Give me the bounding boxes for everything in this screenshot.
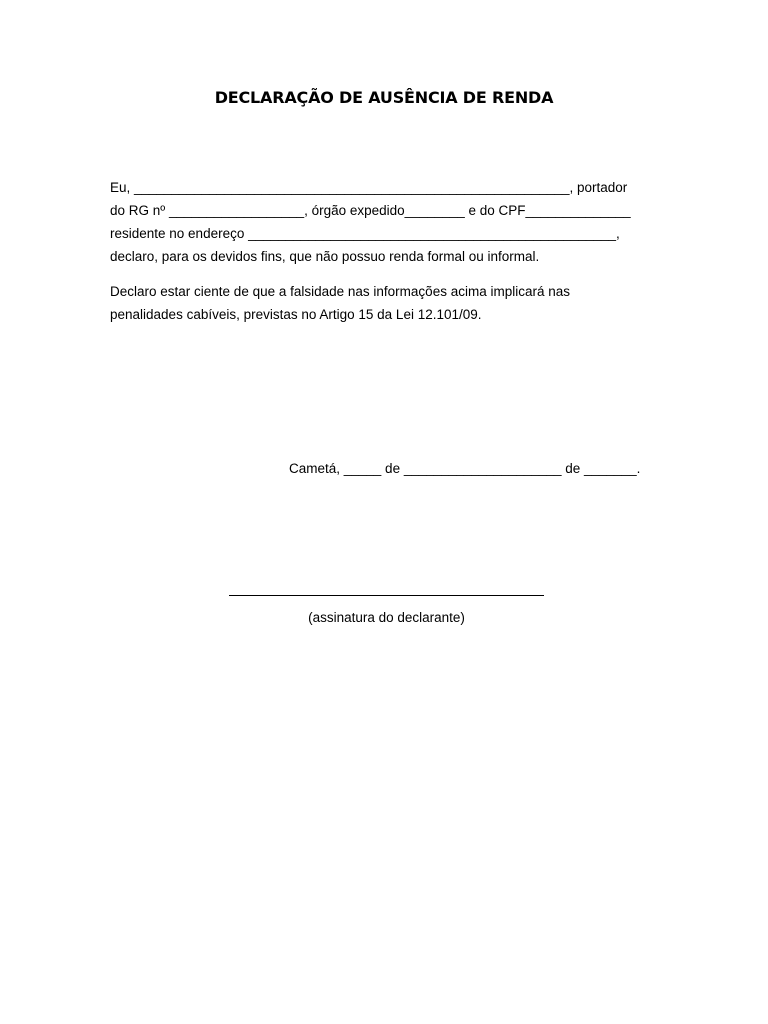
signature-caption: (assinatura do declarante): [308, 610, 465, 625]
paragraph2-line2: penalidades cabíveis, previstas no Artigo 15 da Lei 12.101/09.: [110, 307, 482, 322]
paragraph1-line4: declaro, para os devidos fins, que não possuo renda formal ou informal.: [110, 249, 540, 264]
signature-line: [229, 595, 544, 596]
document-title: DECLARAÇÃO DE AUSÊNCIA DE RENDA: [214, 88, 554, 107]
date-line: Cametá, _____ de _____________________ de _______.: [289, 461, 641, 476]
paragraph1-line3: residente no endereço _________________________________________________,: [110, 226, 620, 241]
paragraph2-line1: Declaro estar ciente de que a falsidade nas informações acima implicará nas: [110, 284, 570, 299]
paragraph1-line2: do RG nº __________________, órgão expedido________ e do CPF______________: [110, 203, 631, 218]
paragraph1-line1: Eu, __________________________________________________________, portador: [110, 180, 628, 195]
